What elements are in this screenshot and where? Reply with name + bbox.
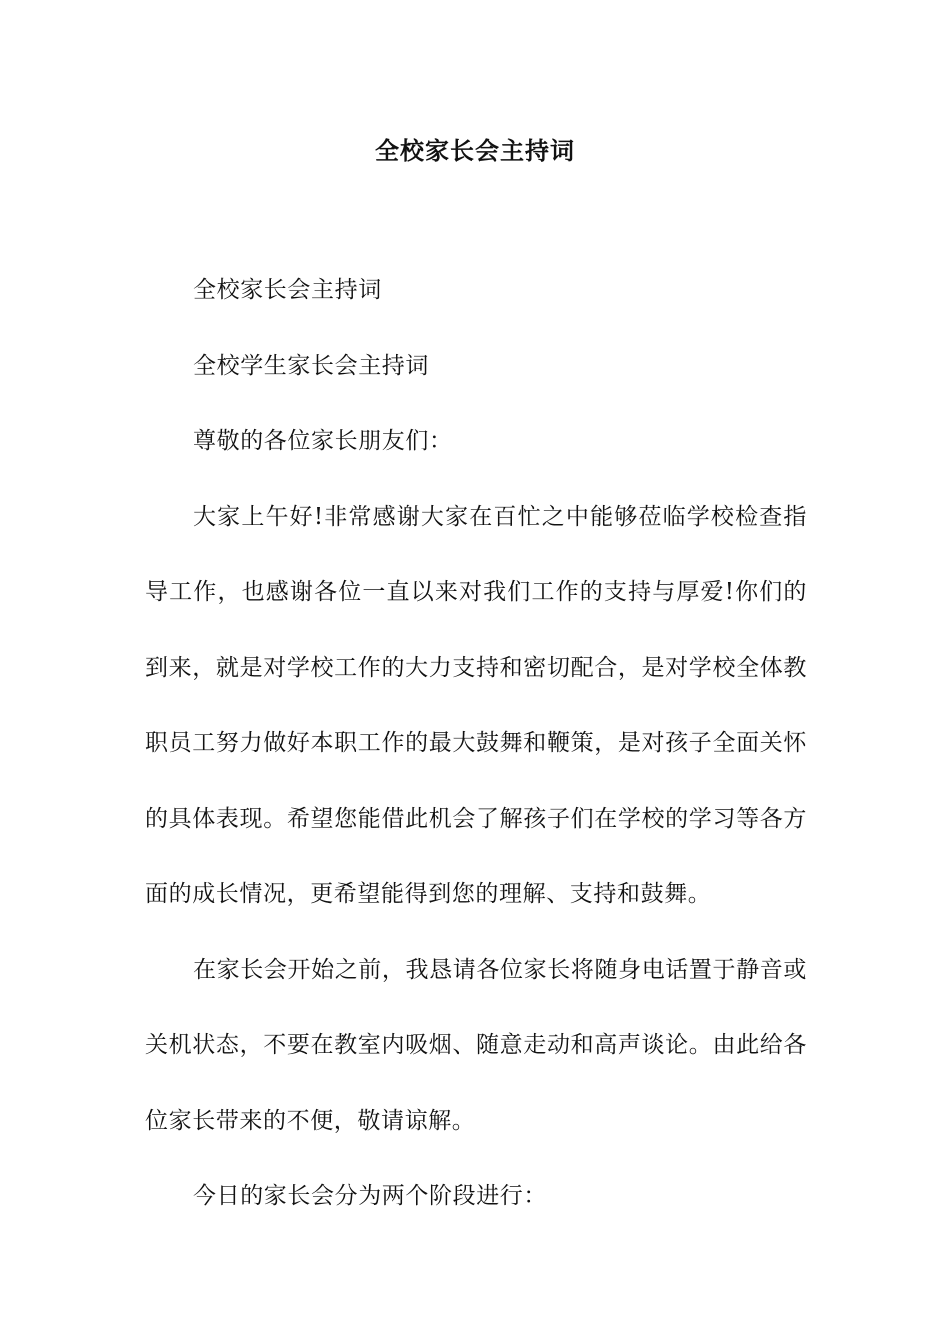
document-body <box>145 253 807 1235</box>
paragraph-subtitle: 全校家长会主持词 <box>193 277 382 303</box>
paragraph-request: 在家长会开始之前，我恳请各位家长将随身电话置于静音或关机状态，不要在教室内吸烟、随意走动和高声谈论。由此给各位家长带来的不便，敬请谅解。 <box>145 956 807 1134</box>
paragraph-heading: 全校学生家长会主持词 <box>193 352 429 379</box>
document-title: 全校家长会主持词 <box>375 136 575 165</box>
paragraph-agenda: 今日的家长会分为两个阶段进行： <box>193 1183 547 1209</box>
paragraph-salutation: 尊敬的各位家长朋友们： <box>193 428 453 454</box>
paragraph-welcome: 大家上午好!非常感谢大家在百忙之中能够莅临学校检查指导工作，也感谢各位一直以来对我们工作的支持与厚爱!你们的到来，就是对学校工作的大力支持和密切配合，是对学校全体教职员工努力做好本职工作的最大鼓舞和鞭策，是对孩子全面关怀的具体表现。希望您能借此机会了解孩子们在学校的学习等各方面的成长情况，更希望能得到您的理解、支持和鼓舞。 <box>145 503 807 907</box>
